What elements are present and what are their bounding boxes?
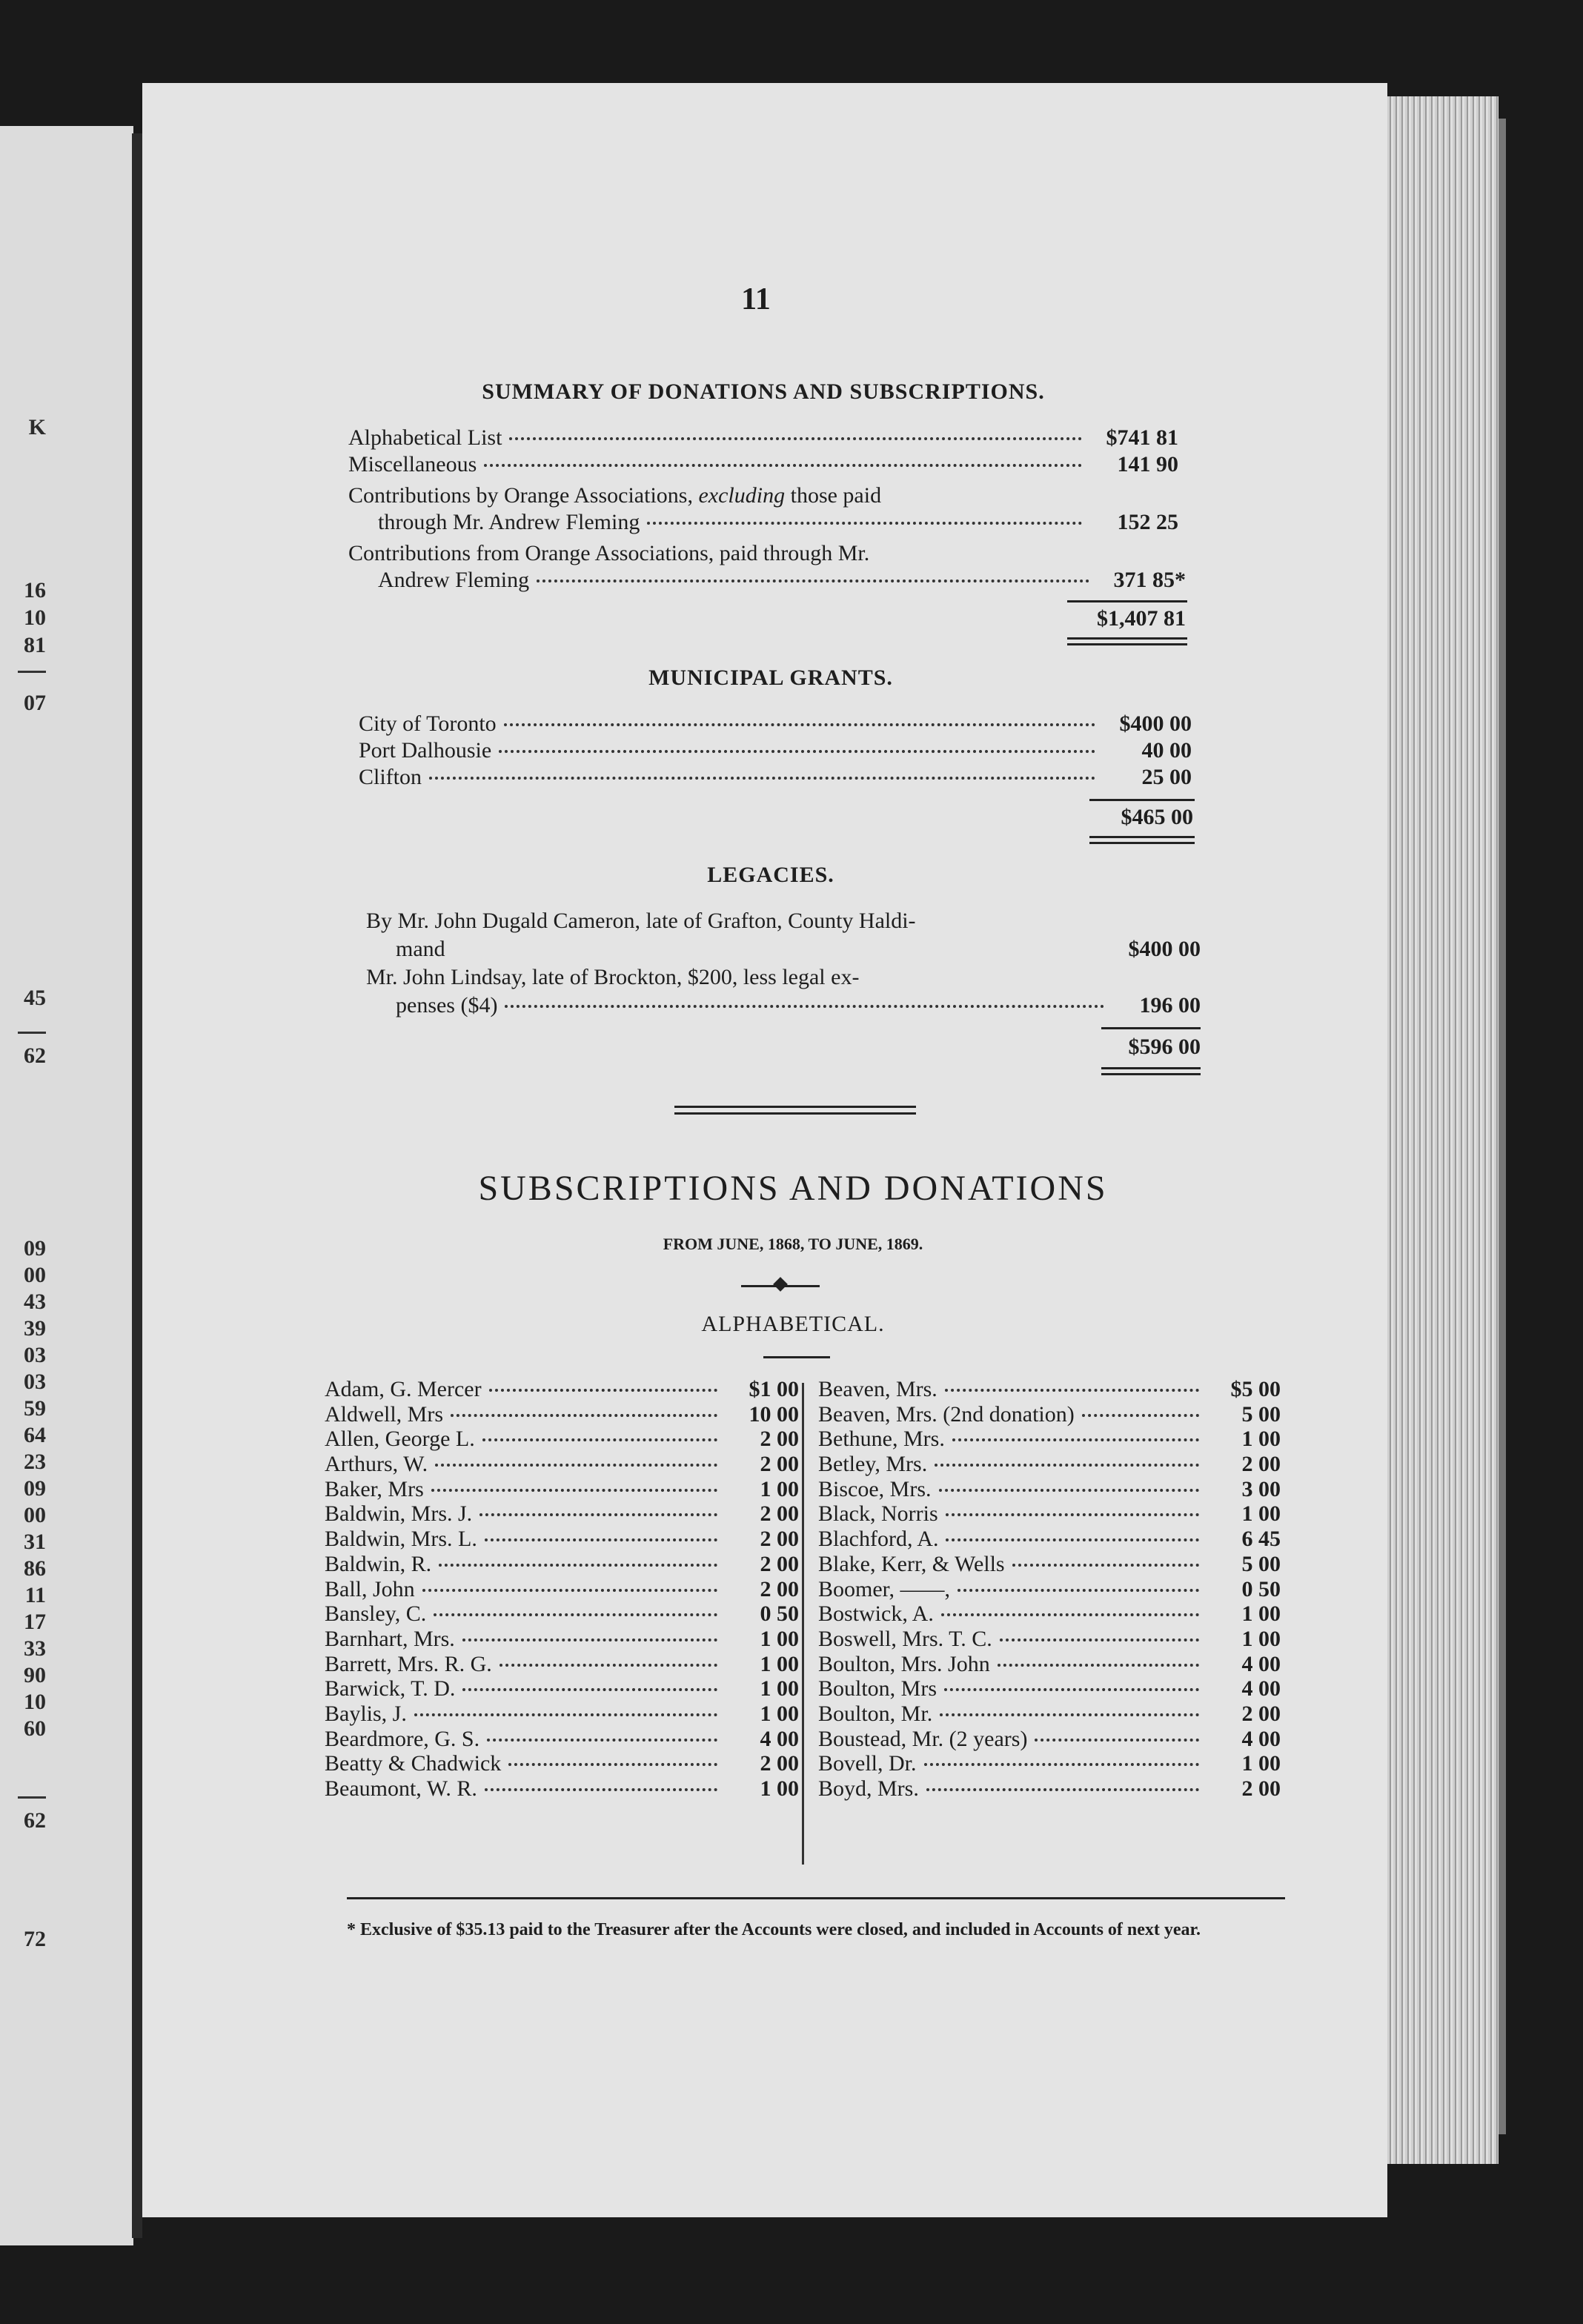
subscriber-row — [325, 1501, 799, 1527]
subscriber-row — [325, 1577, 799, 1602]
subscriber-row — [325, 1477, 799, 1502]
left-page-number: 16 — [24, 578, 46, 602]
subscriber-row — [325, 1377, 799, 1402]
subscriber-name: Allen, George L. — [325, 1427, 475, 1452]
municipal-row — [359, 765, 1192, 790]
subscriber-amount: 4 00 — [1241, 1726, 1281, 1751]
subscriber-row — [818, 1751, 1281, 1776]
left-page-number: 64 — [24, 1423, 46, 1447]
subscriber-row — [818, 1601, 1281, 1627]
subscriber-row — [818, 1527, 1281, 1552]
subscriber-amount: 1 00 — [760, 1776, 799, 1801]
subscriptions-title: SUBSCRIPTIONS AND DONATIONS — [478, 1169, 1108, 1208]
double-rule — [1089, 836, 1195, 844]
subscriber-amount: 1 00 — [1241, 1501, 1281, 1527]
subscriber-name: Beaven, Mrs. (2nd donation) — [818, 1401, 1075, 1427]
subscriber-name: Baker, Mrs — [325, 1476, 424, 1501]
subscriber-name: Boustead, Mr. (2 years) — [818, 1726, 1028, 1751]
subscriber-amount: $5 00 — [1230, 1377, 1281, 1401]
legacy-row — [396, 937, 1201, 962]
subscriber-amount: 2 00 — [760, 1576, 799, 1601]
subscriber-name: Boulton, Mr. — [818, 1701, 933, 1726]
summary-amount: 371 85* — [1113, 568, 1186, 592]
subscriber-name: Barnhart, Mrs. — [325, 1626, 455, 1651]
subscriber-name: Baldwin, Mrs. L. — [325, 1527, 477, 1552]
left-page-number: 43 — [24, 1289, 46, 1314]
summary-amount: 141 90 — [1117, 452, 1178, 477]
left-page-number: 17 — [24, 1610, 46, 1634]
subscriber-name: Bethune, Mrs. — [818, 1427, 945, 1452]
alphabetical-heading: ALPHABETICAL. — [701, 1312, 885, 1336]
subscriber-name: Ball, John — [325, 1576, 415, 1601]
subscriber-name: Biscoe, Mrs. — [818, 1476, 932, 1501]
left-page-number: 03 — [24, 1370, 46, 1394]
summary-total: $1,407 81 — [1097, 606, 1186, 631]
summary-label: Andrew Fleming — [378, 568, 530, 592]
left-page-number: 00 — [24, 1503, 46, 1527]
subscriber-row — [818, 1727, 1281, 1752]
subscriber-amount: 6 45 — [1241, 1527, 1281, 1552]
subscriber-row — [818, 1652, 1281, 1677]
summary-title: SUMMARY OF DONATIONS AND SUBSCRIPTIONS. — [482, 379, 1045, 404]
subscriber-amount: 1 00 — [760, 1476, 799, 1501]
summary-label: Miscellaneous — [348, 452, 477, 477]
subscriber-name: Betley, Mrs. — [818, 1452, 928, 1477]
subscriber-name: Black, Norris — [818, 1501, 938, 1527]
subscriber-amount: 2 00 — [1241, 1776, 1281, 1801]
left-page-number: 62 — [24, 1808, 46, 1833]
subscriber-row — [818, 1676, 1281, 1702]
subscriber-amount: 3 00 — [1241, 1476, 1281, 1501]
subscriber-amount: 0 50 — [1241, 1576, 1281, 1601]
subscriber-row — [818, 1427, 1281, 1452]
rule — [1101, 1027, 1201, 1029]
summary-label-line: Contributions from Orange Associations, paid through Mr. — [348, 541, 870, 565]
municipal-row — [359, 738, 1192, 763]
subscriptions-subtitle: FROM JUNE, 1868, TO JUNE, 1869. — [663, 1235, 923, 1253]
left-page-number: 59 — [24, 1396, 46, 1421]
subscriber-row — [818, 1577, 1281, 1602]
left-page-number: 72 — [24, 1927, 46, 1951]
summary-row — [348, 452, 1178, 477]
summary-row — [378, 510, 1178, 535]
subscriber-name: Baldwin, R. — [325, 1551, 432, 1576]
summary-label-line: Contributions by Orange Associations, excluding those paid — [348, 483, 882, 508]
left-page-number: 00 — [24, 1263, 46, 1287]
left-page-number: 39 — [24, 1316, 46, 1341]
subscriber-amount: 2 00 — [1241, 1452, 1281, 1477]
subscriber-amount: 2 00 — [760, 1551, 799, 1576]
subscriber-name: Bansley, C. — [325, 1601, 427, 1627]
footnote: * Exclusive of $35.13 paid to the Treasurer after the Accounts were closed, and included in Accounts of next year. — [347, 1920, 1201, 1939]
subscriber-row — [325, 1652, 799, 1677]
legacies-total: $596 00 — [1128, 1035, 1201, 1059]
subscriber-row — [325, 1627, 799, 1652]
summary-label: through Mr. Andrew Fleming — [378, 510, 640, 534]
subscriber-amount: 1 00 — [760, 1701, 799, 1726]
municipal-label: City of Toronto — [359, 711, 497, 736]
left-page-number: 81 — [24, 633, 46, 657]
summary-row — [378, 568, 1186, 593]
left-page-number: 60 — [24, 1716, 46, 1741]
subscriber-row — [818, 1776, 1281, 1802]
subscriber-amount: 1 00 — [1241, 1626, 1281, 1651]
legacy-label-line: By Mr. John Dugald Cameron, late of Grafton, County Haldi- — [366, 909, 916, 933]
subscriber-amount: 10 00 — [749, 1401, 799, 1427]
left-page-number: 45 — [24, 986, 46, 1010]
left-page-number: 90 — [24, 1663, 46, 1687]
left-page-number: 09 — [24, 1236, 46, 1261]
legacy-row — [396, 993, 1201, 1018]
left-page-rule — [18, 671, 46, 673]
subscriber-name: Baylis, J. — [325, 1701, 407, 1726]
legacy-amount: 196 00 — [1139, 993, 1201, 1017]
subscriber-amount: 1 00 — [760, 1626, 799, 1651]
municipal-total: $465 00 — [1121, 805, 1193, 829]
subscriber-amount: 1 00 — [760, 1676, 799, 1702]
subscriber-row — [818, 1477, 1281, 1502]
double-rule — [1067, 637, 1187, 645]
subscriber-row — [818, 1702, 1281, 1727]
footnote-rule — [347, 1897, 1285, 1899]
column-divider — [802, 1383, 804, 1865]
summary-label: Alphabetical List — [348, 425, 502, 450]
subscriber-row — [325, 1402, 799, 1427]
subscriber-amount: 2 00 — [760, 1427, 799, 1452]
subscriber-name: Beatty & Chadwick — [325, 1751, 502, 1776]
subscriber-amount: 2 00 — [760, 1501, 799, 1527]
subscriber-amount: 1 00 — [760, 1651, 799, 1676]
subscriber-row — [325, 1776, 799, 1802]
subscriber-amount: 2 00 — [760, 1751, 799, 1776]
left-page-rule — [18, 1032, 46, 1034]
subscriber-name: Aldwell, Mrs — [325, 1401, 443, 1427]
left-facing-page — [0, 126, 133, 2245]
subscriber-amount: 2 00 — [1241, 1701, 1281, 1726]
page-edges — [1387, 96, 1499, 2164]
subscriber-row — [325, 1601, 799, 1627]
subscriber-amount: 4 00 — [1241, 1676, 1281, 1702]
subscriber-name: Baldwin, Mrs. J. — [325, 1501, 473, 1527]
subscriber-name: Barwick, T. D. — [325, 1676, 456, 1702]
left-page-number: 23 — [24, 1450, 46, 1474]
subscriber-name: Blake, Kerr, & Wells — [818, 1551, 1005, 1576]
left-page-number: 31 — [24, 1530, 46, 1554]
subscriber-name: Boomer, ——, — [818, 1576, 950, 1601]
subscriber-row — [818, 1627, 1281, 1652]
rule — [763, 1356, 830, 1358]
left-page-number: 10 — [24, 1690, 46, 1714]
rule — [1067, 600, 1187, 602]
summary-amount: $741 81 — [1106, 425, 1178, 450]
subscriber-row — [325, 1676, 799, 1702]
subscriber-amount: 2 00 — [760, 1452, 799, 1477]
subscriber-name: Arthurs, W. — [325, 1452, 428, 1477]
municipal-label: Clifton — [359, 765, 422, 789]
page-number: 11 — [741, 282, 771, 316]
subscriber-amount: 4 00 — [1241, 1651, 1281, 1676]
subscriber-row — [818, 1402, 1281, 1427]
subscriber-amount: 1 00 — [1241, 1601, 1281, 1627]
subscriber-row — [325, 1727, 799, 1752]
legacies-title: LEGACIES. — [707, 863, 834, 887]
left-page-number: 62 — [24, 1043, 46, 1068]
subscriber-amount: 1 00 — [1241, 1751, 1281, 1776]
municipal-label: Port Dalhousie — [359, 738, 492, 763]
left-page-number: 33 — [24, 1636, 46, 1661]
subscriber-row — [818, 1377, 1281, 1402]
legacy-label-line: Mr. John Lindsay, late of Brockton, $200, less legal ex- — [366, 965, 860, 989]
summary-amount: 152 25 — [1117, 510, 1178, 534]
municipal-row — [359, 711, 1192, 737]
subscriber-name: Boswell, Mrs. T. C. — [818, 1626, 992, 1651]
subscriber-name: Blachford, A. — [818, 1527, 939, 1552]
left-page-number: 07 — [24, 691, 46, 715]
section-separator — [674, 1106, 916, 1115]
subscriber-row — [818, 1452, 1281, 1477]
subscribers-column-right — [818, 1377, 1281, 1802]
municipal-amount: $400 00 — [1119, 711, 1192, 736]
subscriber-amount: 2 00 — [760, 1527, 799, 1552]
subscriber-name: Adam, G. Mercer — [325, 1377, 482, 1401]
subscriber-name: Bostwick, A. — [818, 1601, 934, 1627]
subscriber-amount: $1 00 — [749, 1377, 799, 1401]
page-edges-shadow — [1499, 119, 1506, 2134]
subscriber-name: Beaven, Mrs. — [818, 1377, 937, 1401]
subscriber-name: Bovell, Dr. — [818, 1751, 917, 1776]
left-page-number: 09 — [24, 1476, 46, 1501]
rule — [1089, 799, 1195, 801]
left-page-rule — [18, 1796, 46, 1799]
subscriber-row — [325, 1552, 799, 1577]
subscribers-column-left — [325, 1377, 799, 1802]
subscriber-name: Boyd, Mrs. — [818, 1776, 919, 1801]
subscriber-row — [325, 1751, 799, 1776]
book-spine — [132, 133, 142, 2238]
left-page-number: K — [28, 415, 46, 439]
subscriber-row — [325, 1702, 799, 1727]
subscriber-name: Boulton, Mrs. John — [818, 1651, 990, 1676]
subscriber-row — [818, 1552, 1281, 1577]
municipal-amount: 40 00 — [1141, 738, 1192, 763]
left-page-number: 86 — [24, 1556, 46, 1581]
subscriber-name: Beardmore, G. S. — [325, 1726, 480, 1751]
legacy-amount: $400 00 — [1128, 937, 1201, 961]
subscriber-name: Barrett, Mrs. R. G. — [325, 1651, 492, 1676]
municipal-title: MUNICIPAL GRANTS. — [648, 665, 893, 690]
subscriber-row — [325, 1452, 799, 1477]
subscriber-amount: 0 50 — [760, 1601, 799, 1627]
municipal-amount: 25 00 — [1141, 765, 1192, 789]
summary-row — [348, 425, 1178, 451]
subscriber-row — [818, 1501, 1281, 1527]
subscriber-amount: 5 00 — [1241, 1401, 1281, 1427]
subscriber-name: Boulton, Mrs — [818, 1676, 937, 1702]
subscriber-amount: 4 00 — [760, 1726, 799, 1751]
subscriber-row — [325, 1427, 799, 1452]
subscriber-row — [325, 1527, 799, 1552]
left-page-number: 10 — [24, 605, 46, 630]
left-page-number: 03 — [24, 1343, 46, 1367]
subscriber-amount: 5 00 — [1241, 1551, 1281, 1576]
subscriber-name: Beaumont, W. R. — [325, 1776, 477, 1801]
legacy-label: mand — [396, 937, 445, 961]
left-page-number: 11 — [24, 1583, 46, 1607]
subscriber-amount: 1 00 — [1241, 1427, 1281, 1452]
legacy-label: penses ($4) — [396, 993, 498, 1017]
double-rule — [1101, 1067, 1201, 1075]
